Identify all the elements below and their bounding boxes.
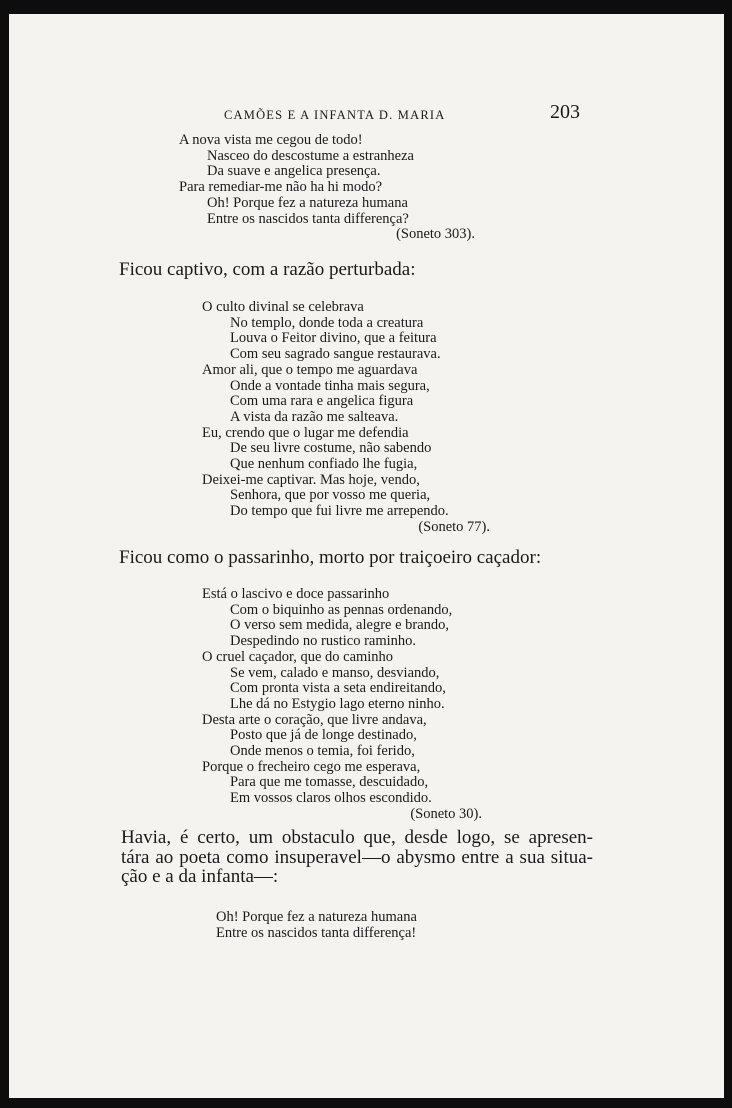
poem-sonnet-303 [179, 133, 475, 243]
verse-line: Senhora, que por vosso me queria, [230, 487, 431, 504]
verse-line: Amor ali, que o tempo me aguardava [202, 361, 418, 378]
verse-line: Com seu sagrado sangue restaurava. [230, 346, 441, 363]
sonnet-reference: (Soneto 77). [418, 518, 490, 535]
verse-line: Para que me tomasse, descuidado, [230, 774, 429, 791]
verse-line: Que nenhum confiado lhe fugia, [230, 456, 418, 473]
page-number: 203 [550, 101, 580, 123]
verse-line: A vista da razão me salteava. [230, 408, 399, 425]
verse-line: Louva o Feitor divino, que a feitura [230, 330, 437, 347]
verse-line: Despedindo no rustico raminho. [230, 633, 417, 650]
verse-line: Com pronta vista a seta endireitando, [230, 680, 446, 697]
prose-line-passarinho: Ficou como o passarinho, morto por traiçoeiro caçador: [119, 547, 542, 568]
verse-line: Com o biquinho as pennas ordenando, [230, 601, 453, 618]
verse-line: Onde menos o temia, foi ferido, [230, 743, 415, 760]
verse-line: O verso sem medida, alegre e brando, [230, 617, 450, 634]
verse-line: Eu, crendo que o lugar me defendia [202, 424, 409, 441]
verse-line: Porque o frecheiro cego me esperava, [202, 758, 421, 775]
paragraph-line: ção e a da infanta—: [121, 866, 279, 887]
paragraph-line: tára ao poeta como insuperavel—o abysmo entre a sua situa- [121, 846, 593, 868]
running-title: CAMÕES E A INFANTA D. MARIA [224, 108, 446, 122]
verse-line: De seu livre costume, não sabendo [230, 440, 432, 457]
verse-line: O culto divinal se celebrava [202, 299, 364, 315]
verse-line: Nasceo do descostume a estranheza [207, 147, 414, 164]
prose-paragraph [121, 828, 593, 887]
verse-line: No templo, donde toda a creatura [230, 314, 424, 331]
verse-line: Para remediar-me não ha hi modo? [179, 179, 383, 196]
sonnet-reference: (Soneto 30). [410, 805, 482, 822]
verse-line: O cruel caçador, que do caminho [202, 648, 394, 665]
verse-line: Se vem, calado e manso, desviando, [230, 664, 440, 681]
prose-line-captivo: Ficou captivo, com a razão perturbada: [119, 259, 416, 280]
verse-line: Entre os nascidos tanta differença? [207, 210, 409, 227]
paragraph-line: Havia, é certo, um obstaculo que, desde logo, se apresen- [121, 827, 593, 848]
verse-line: Do tempo que fui livre me arrependo. [230, 503, 449, 520]
verse-line: A nova vista me cegou de todo! [179, 132, 363, 148]
poem-sonnet-77 [202, 300, 490, 536]
verse-line: Onde a vontade tinha mais segura, [230, 377, 430, 394]
book-page [9, 14, 724, 1098]
verse-line: Da suave e angelica presença. [207, 163, 381, 180]
poem-sonnet-30 [202, 587, 482, 823]
verse-line: Posto que já de longe destinado, [230, 727, 417, 744]
page-header [9, 101, 724, 128]
verse-line: Desta arte o coração, que livre andava, [202, 711, 427, 728]
verse-line: Lhe dá no Estygio lago eterno ninho. [230, 695, 445, 712]
verse-line: Oh! Porque fez a natureza humana [216, 909, 417, 925]
verse-line: Está o lascivo e doce passarinho [202, 586, 390, 602]
poem-closing-quote [216, 910, 476, 941]
verse-line: Entre os nascidos tanta differença! [216, 924, 417, 941]
verse-line: Deixei-me captivar. Mas hoje, vendo, [202, 471, 420, 488]
sonnet-reference: (Soneto 303). [396, 226, 475, 243]
verse-line: Oh! Porque fez a natureza humana [207, 194, 408, 211]
verse-line: Com uma rara e angelica figura [230, 393, 414, 410]
verse-line: Em vossos claros olhos escondido. [230, 790, 432, 807]
